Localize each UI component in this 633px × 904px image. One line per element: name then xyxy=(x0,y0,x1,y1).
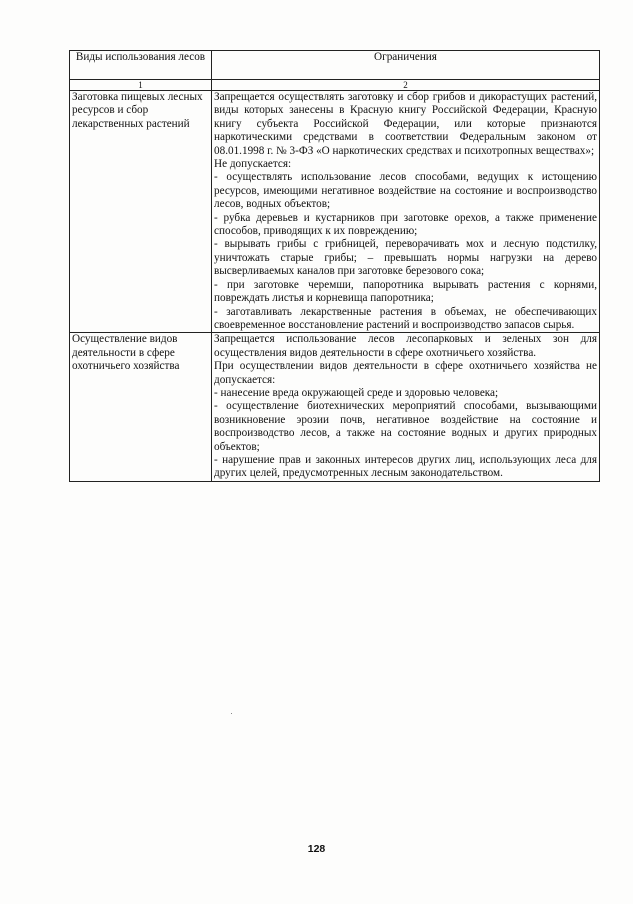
page-number: 128 xyxy=(307,843,326,855)
restriction-paragraph: - заготавливать лекарственные растения в объемах, не обеспечивающих своевременное восстановление растений и воспроизводство запасов сырья. xyxy=(214,305,597,331)
restriction-paragraph: - рубка деревьев и кустарников при заготовке орехов, а также применение способов, приводящих к их повреждению; xyxy=(214,211,597,238)
restriction-paragraph: Не допускается: xyxy=(214,158,292,171)
table-row xyxy=(70,333,600,481)
column-number-1: 1 xyxy=(70,80,212,91)
table-header-row xyxy=(70,51,600,80)
restriction-paragraph: - осуществление биотехнических мероприятий способами, вызывающими возникновение эрозии почв, негативное воздействие на состояние и воспроизводство лесов, а также на состояние водных и других природных объектов; xyxy=(214,400,597,453)
restriction-paragraph: - осуществлять использование лесов способами, ведущих к истощению ресурсов, имеющими негативное воздействие на состояние и воспроизводство лесов, водных объектов; xyxy=(214,171,597,211)
restriction-paragraph: - нарушение прав и законных интересов других лиц, использующих леса для других целей, предусмотренных лесным законодательством. xyxy=(214,453,597,480)
header-restrictions: Ограничения xyxy=(212,51,600,80)
restriction-paragraph: - нанесение вреда окружающей среде и здоровью человека; xyxy=(214,386,499,399)
forest-use-restrictions-table xyxy=(69,50,600,482)
restriction-paragraph: При осуществлении видов деятельности в сфере охотничьего хозяйства не допускается: xyxy=(214,360,597,386)
restrictions-cell xyxy=(212,91,600,333)
forest-use-kind-cell: Заготовка пищевых лесных ресурсов и сбор лекарственных растений xyxy=(70,91,212,333)
restriction-paragraph: - при заготовке черемши, папоротника вырывать растения с корнями, повреждать листья и корневища папоротника; xyxy=(214,278,597,305)
restrictions-cell xyxy=(212,333,600,481)
column-number-2: 2 xyxy=(212,80,600,91)
table-row xyxy=(70,91,600,333)
restriction-paragraph: - вырывать грибы с грибницей, переворачивать мох и лесную подстилку, уничтожать старые грибы; – превышать нормы нагрузки на дерево высверливаемых каналов при заготовке березового сока; xyxy=(214,238,597,278)
restriction-paragraph: Запрещается использование лесов лесопарковых и зеленых зон для осуществления видов деятельности в сфере охотничьего хозяйства. xyxy=(214,333,597,359)
header-forest-use-kinds: Виды использования лесов xyxy=(70,51,212,80)
restriction-paragraph: Запрещается осуществлять заготовку и сбор грибов и дикорастущих растений, виды которых занесены в Красную книгу Российской Федерации, Красную книгу субъекта Российской Федерации, или которые признаются наркотическими средствами в соответствии Федеральным законом от 08.01.1998 г. № 3-ФЗ «О наркотических средствах и психотропных веществах»; xyxy=(214,91,597,157)
forest-use-kind-cell: Осуществление видов деятельности в сфере охотничьего хозяйства xyxy=(70,333,212,481)
scan-speck xyxy=(231,713,232,714)
column-numbering-row xyxy=(70,80,600,91)
